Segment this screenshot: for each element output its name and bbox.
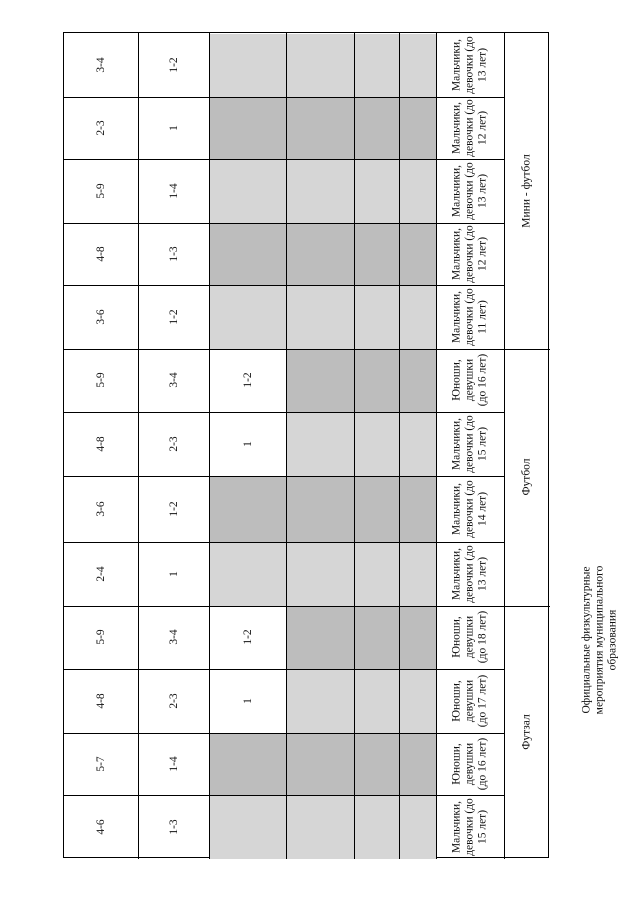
shaded-cell	[210, 543, 286, 606]
column-divider	[504, 33, 505, 859]
shaded-cell	[287, 350, 354, 413]
shaded-cell	[400, 98, 436, 159]
category-label: Официальные физкультурные мероприятия муниципального образования	[580, 565, 619, 715]
shaded-cell	[355, 34, 399, 97]
table-value: 1-2	[167, 308, 180, 325]
shaded-cell	[287, 224, 354, 285]
table-value: 2-3	[95, 120, 107, 136]
table-value: 4-8	[95, 246, 107, 262]
shaded-cell	[355, 98, 399, 159]
age-group-label: Мальчики, девочки (до 12 лет)	[450, 224, 489, 283]
shaded-cell	[355, 543, 399, 606]
table-value: 1	[167, 124, 180, 131]
table-value: 5-7	[95, 756, 107, 772]
shaded-cell	[355, 160, 399, 223]
table-value: 2-3	[167, 693, 180, 709]
shaded-cell	[400, 734, 436, 795]
shaded-cell	[400, 34, 436, 97]
table-value: 2-3	[167, 436, 180, 452]
age-group-label: Юноши, девушки (до 16 лет)	[450, 737, 489, 791]
shaded-cell	[210, 477, 286, 542]
age-group-label: Мальчики, девочки (до 15 лет)	[450, 415, 489, 474]
shaded-cell	[400, 413, 436, 476]
shaded-cell	[287, 286, 354, 349]
table-value: 1-2	[241, 629, 254, 646]
age-group-label: Юноши, девушки (до 16 лет)	[450, 354, 489, 407]
table-value: 3-4	[167, 372, 180, 389]
table-value: 3-6	[95, 501, 107, 517]
shaded-cell	[210, 34, 286, 97]
shaded-cell	[355, 477, 399, 542]
column-divider	[436, 33, 437, 859]
age-group-label: Мальчики, девочки (до 14 лет)	[450, 480, 489, 538]
shaded-cell	[210, 98, 286, 159]
shaded-cell	[400, 350, 436, 413]
shaded-cell	[287, 543, 354, 606]
age-group-label: Мальчики, девочки (до 12 лет)	[450, 99, 489, 157]
shaded-cell	[400, 670, 436, 733]
shaded-cell	[355, 796, 399, 859]
sports-table	[63, 32, 549, 858]
table-value: 5-9	[95, 183, 107, 199]
table-value: 1-4	[167, 756, 180, 772]
shaded-cell	[355, 286, 399, 349]
table-value: 1-2	[167, 57, 180, 73]
table-value: 4-8	[95, 693, 107, 709]
shaded-cell	[210, 224, 286, 285]
table-value: 2-4	[95, 565, 107, 582]
sport-name: Мини - футбол	[520, 154, 533, 228]
row-divider	[64, 669, 504, 670]
table-value: 5-9	[95, 629, 107, 646]
shaded-cell	[400, 796, 436, 859]
table-value: 1-3	[167, 819, 180, 835]
shaded-cell	[355, 350, 399, 413]
shaded-cell	[355, 734, 399, 795]
age-group-label: Мальчики, девочки (до 13 лет)	[450, 161, 489, 220]
age-group-label: Мальчики, девочки (до 13 лет)	[450, 36, 489, 94]
table-value: 1	[167, 570, 180, 577]
row-divider	[64, 412, 504, 413]
shaded-cell	[287, 607, 354, 670]
table-value: 1-4	[167, 183, 180, 199]
shaded-cell	[210, 160, 286, 223]
shaded-cell	[400, 224, 436, 285]
age-group-label: Мальчики, девочки (до 15 лет)	[450, 798, 489, 856]
sport-name: Футбол	[520, 458, 533, 496]
age-group-label: Юноши, девушки (до 17 лет)	[450, 675, 489, 728]
table-value: 1-2	[167, 501, 180, 517]
table-value: 3-4	[167, 629, 180, 646]
shaded-cell	[210, 796, 286, 859]
column-divider	[138, 33, 139, 859]
table-value: 3-6	[95, 308, 107, 325]
shaded-cell	[287, 796, 354, 859]
age-group-label: Мальчики, девочки (до 11 лет)	[450, 287, 489, 346]
shaded-cell	[287, 734, 354, 795]
age-group-label: Мальчики, девочки (до 13 лет)	[450, 544, 489, 603]
table-value: 3-4	[95, 57, 107, 73]
shaded-cell	[287, 670, 354, 733]
shaded-cell	[287, 413, 354, 476]
shaded-cell	[210, 286, 286, 349]
sport-name: Футзал	[520, 714, 533, 750]
table-value: 1-3	[167, 246, 180, 262]
shaded-cell	[355, 670, 399, 733]
age-group-label: Юноши, девушки (до 18 лет)	[450, 611, 489, 664]
shaded-cell	[287, 34, 354, 97]
table-value: 1-2	[241, 372, 254, 389]
shaded-cell	[210, 734, 286, 795]
shaded-cell	[400, 607, 436, 670]
table-value: 5-9	[95, 372, 107, 389]
shaded-cell	[400, 477, 436, 542]
shaded-cell	[287, 98, 354, 159]
table-value: 1	[241, 698, 254, 705]
shaded-cell	[287, 477, 354, 542]
table-value: 4-8	[95, 436, 107, 452]
table-value: 4-6	[95, 819, 107, 835]
shaded-cell	[400, 286, 436, 349]
shaded-cell	[355, 607, 399, 670]
shaded-cell	[355, 413, 399, 476]
shaded-cell	[355, 224, 399, 285]
shaded-cell	[400, 543, 436, 606]
table-value: 1	[241, 441, 254, 448]
shaded-cell	[400, 160, 436, 223]
shaded-cell	[287, 160, 354, 223]
